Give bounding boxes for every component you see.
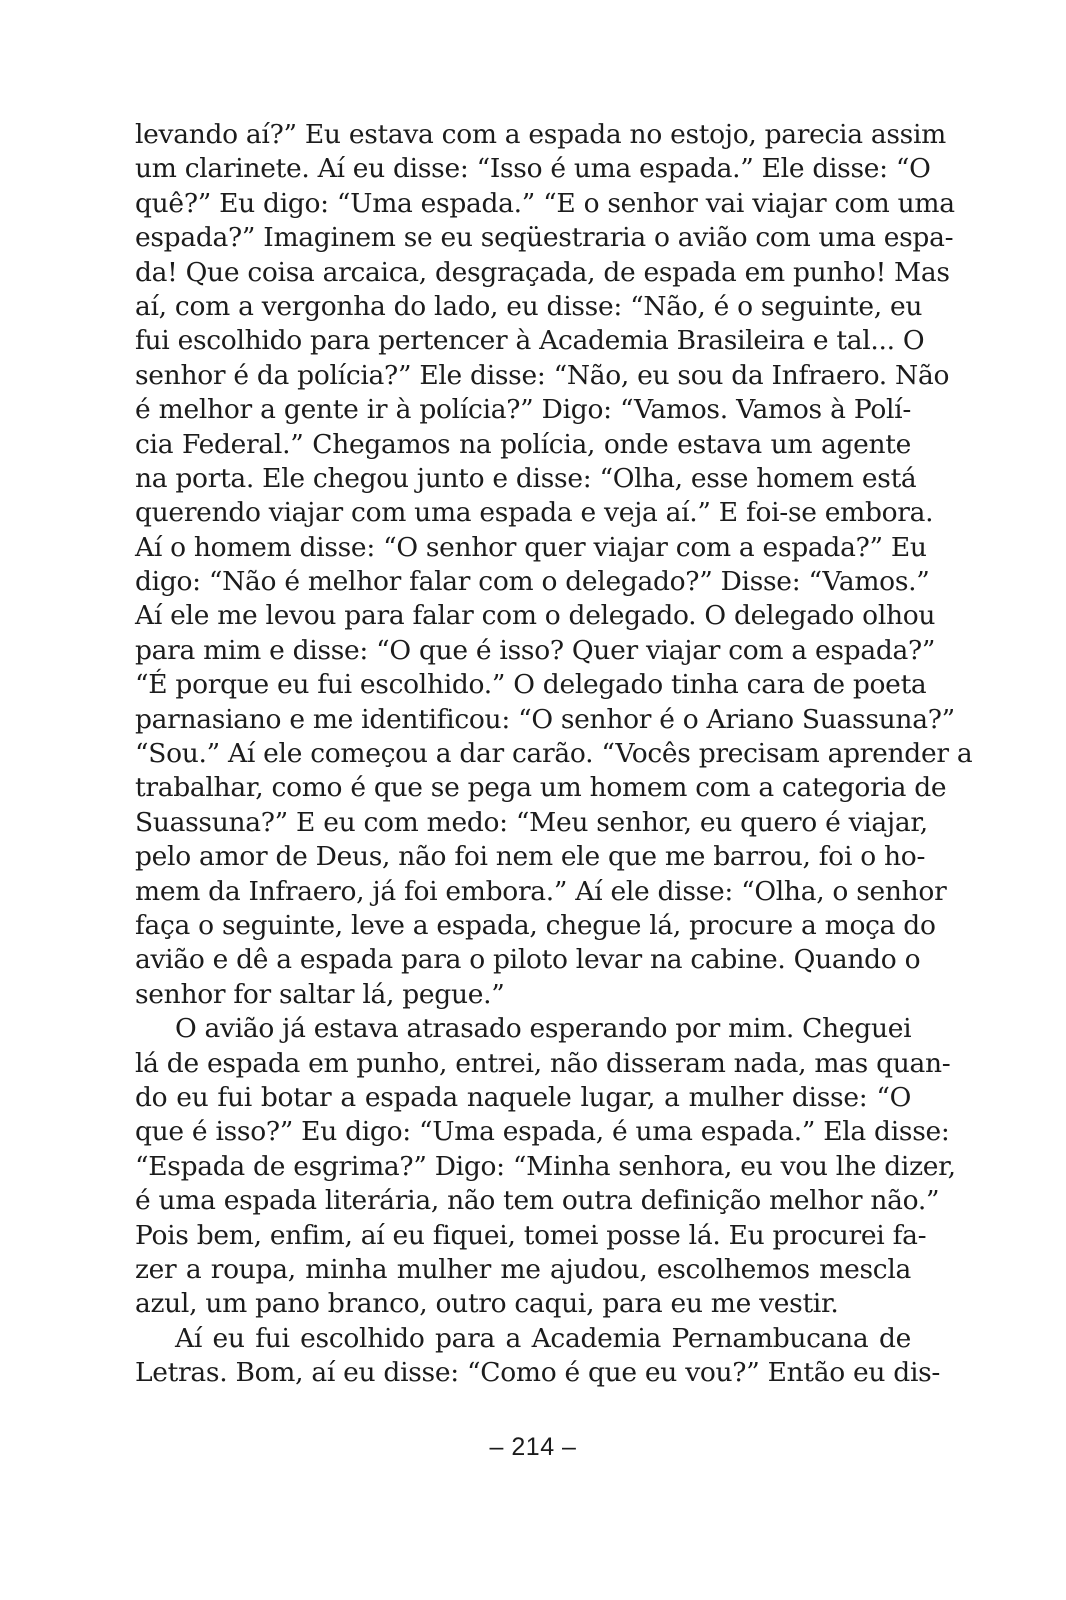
text-line: cia Federal.” Chegamos na polícia, onde estava um agente — [135, 428, 911, 460]
text-line: lá de espada em punho, entrei, não disseram nada, mas quan- — [135, 1047, 951, 1079]
text-line: quê?” Eu digo: “Uma espada.” “E o senhor vai viajar com uma — [135, 187, 955, 219]
text-line: mem da Infraero, já foi embora.” Aí ele disse: “Olha, o senhor — [135, 875, 947, 907]
text-line: aí, com a vergonha do lado, eu disse: “Não, é o seguinte, eu — [135, 290, 923, 322]
text-line: na porta. Ele chegou junto e disse: “Olha, esse homem está — [135, 462, 917, 494]
text-line: querendo viajar com uma espada e veja aí.” E foi-se embora. — [135, 497, 934, 529]
text-line-paragraph-end: azul, um pano branco, outro caqui, para eu me vestir. — [135, 1288, 839, 1320]
text-line: avião e dê a espada para o piloto levar na cabine. Quando o — [135, 944, 921, 976]
text-line: “Espada de esgrima?” Digo: “Minha senhora, eu vou lhe dizer, — [135, 1150, 956, 1182]
text-line: faça o seguinte, leve a espada, chegue lá, procure a moça do — [135, 909, 936, 941]
text-line: digo: “Não é melhor falar com o delegado?” Disse: “Vamos.” — [135, 566, 930, 598]
text-line-paragraph-start: O avião já estava atrasado esperando por mim. Cheguei — [175, 1013, 912, 1045]
text-line: que é isso?” Eu digo: “Uma espada, é uma espada.” Ela disse: — [135, 1116, 950, 1148]
text-line: Pois bem, enfim, aí eu fiquei, tomei posse lá. Eu procurei fa- — [135, 1219, 927, 1251]
page-number: – 214 – — [489, 1433, 577, 1461]
text-line-paragraph-end: senhor for saltar lá, pegue.” — [135, 978, 505, 1010]
text-line: senhor é da polícia?” Ele disse: “Não, eu sou da Infraero. Não — [135, 359, 950, 391]
text-line: parnasiano e me identificou: “O senhor é o Ariano Suassuna?” — [135, 703, 955, 735]
text-line: é uma espada literária, não tem outra definição melhor não.” — [135, 1185, 940, 1217]
text-line: espada?” Imaginem se eu seqüestraria o avião com uma espa- — [135, 222, 954, 254]
text-line: Aí ele me levou para falar com o delegado. O delegado olhou — [135, 600, 936, 632]
text-line: para mim e disse: “O que é isso? Quer viajar com a espada?” — [135, 634, 936, 666]
text-line: um clarinete. Aí eu disse: “Isso é uma espada.” Ele disse: “O — [135, 153, 931, 185]
body-text — [135, 118, 973, 1390]
text-line: zer a roupa, minha mulher me ajudou, escolhemos mescla — [135, 1253, 911, 1285]
text-line-paragraph-start: Aí eu fui escolhido para a Academia Pernambucana de — [175, 1322, 911, 1354]
text-line: da! Que coisa arcaica, desgraçada, de espada em punho! Mas — [135, 256, 950, 288]
text-line: pelo amor de Deus, não foi nem ele que me barrou, foi o ho- — [135, 841, 926, 873]
text-line: Suassuna?” E eu com medo: “Meu senhor, eu quero é viajar, — [135, 806, 928, 838]
text-line: fui escolhido para pertencer à Academia Brasileira e tal... O — [135, 325, 925, 357]
text-line: é melhor a gente ir à polícia?” Digo: “Vamos. Vamos à Polí- — [135, 394, 911, 426]
text-line: “Sou.” Aí ele começou a dar carão. “Vocês precisam aprender a — [135, 738, 973, 770]
text-line: levando aí?” Eu estava com a espada no estojo, parecia assim — [135, 119, 946, 150]
text-line: “É porque eu fui escolhido.” O delegado tinha cara de poeta — [135, 669, 927, 701]
text-line: do eu fui botar a espada naquele lugar, a mulher disse: “O — [135, 1081, 911, 1113]
text-line: trabalhar, como é que se pega um homem com a categoria de — [135, 772, 947, 804]
text-line: Aí o homem disse: “O senhor quer viajar com a espada?” Eu — [135, 531, 927, 563]
text-line: Letras. Bom, aí eu disse: “Como é que eu vou?” Então eu dis- — [135, 1357, 941, 1389]
